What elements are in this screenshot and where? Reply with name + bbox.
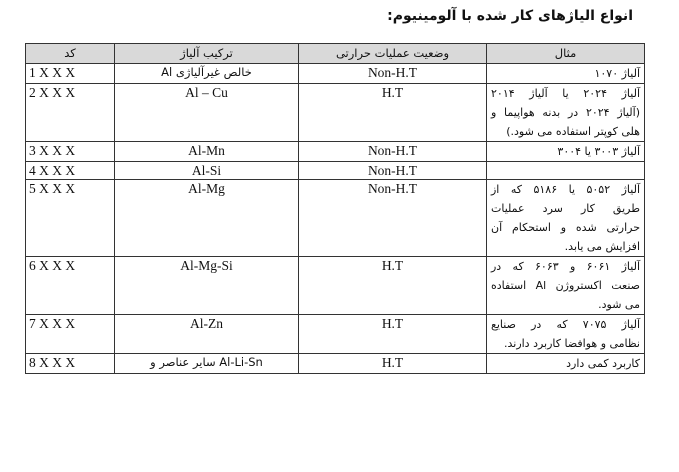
- cell-example: [487, 257, 645, 315]
- cell-composition: Al-Mn: [115, 142, 299, 162]
- table-row: [26, 354, 645, 374]
- cell-heat-treatment: Non-H.T: [299, 142, 487, 162]
- page-title: انواع الیاژهای کار شده با آلومینیوم:: [387, 8, 633, 24]
- example-line: آلیاژ ۲۰۲۴ یا آلیاژ ۲۰۱۴: [491, 87, 641, 100]
- cell-heat-treatment: H.T: [299, 354, 487, 374]
- cell-code: 2 X X X: [26, 84, 115, 142]
- cell-composition: Al – Cu: [115, 84, 299, 142]
- cell-example: [487, 162, 645, 180]
- alloy-table: [25, 43, 645, 374]
- table-row: [26, 257, 645, 315]
- example-line: آلیاژ ۵۰۵۲ یا ۵۱۸۶ که از: [491, 183, 640, 196]
- header-example: مثال: [487, 44, 645, 64]
- table-row: [26, 64, 645, 84]
- example-line: آلیاژ ۳۰۰۳ یا ۳۰۰۴: [557, 145, 640, 158]
- table-row: [26, 315, 645, 354]
- cell-heat-treatment: Non-H.T: [299, 64, 487, 84]
- header-composition: ترکیب آلیاژ: [115, 44, 299, 64]
- example-line: آلیاژ ۷۰۷۵ که در صنایع: [491, 318, 641, 331]
- cell-example: [487, 64, 645, 84]
- example-line: کاربرد کمی دارد: [566, 357, 640, 370]
- example-line: هلی کوپتر استفاده می شود.): [506, 125, 640, 138]
- cell-code: 7 X X X: [26, 315, 115, 354]
- cell-composition: Al-Mg-Si: [115, 257, 299, 315]
- example-line: صنعت اکستروژن Al استفاده: [491, 279, 640, 292]
- cell-example: [487, 315, 645, 354]
- cell-heat-treatment: H.T: [299, 84, 487, 142]
- cell-code: 5 X X X: [26, 180, 115, 257]
- example-line: می شود.: [598, 298, 640, 311]
- cell-composition: Al-Zn: [115, 315, 299, 354]
- table-row: [26, 162, 645, 180]
- example-line: افزایش می یابد.: [564, 240, 640, 253]
- cell-code: 1 X X X: [26, 64, 115, 84]
- cell-composition: سایر عناصر و Al-Li-Sn: [115, 354, 299, 374]
- table-row: [26, 142, 645, 162]
- cell-example: [487, 142, 645, 162]
- cell-composition: Al خالص غیرآلیاژی: [115, 64, 299, 84]
- table-body: [26, 64, 645, 374]
- example-line: نظامی و هوافضا کاربرد دارند.: [503, 337, 640, 350]
- table-row: [26, 180, 645, 257]
- cell-composition: Al-Si: [115, 162, 299, 180]
- cell-code: 3 X X X: [26, 142, 115, 162]
- cell-example: [487, 354, 645, 374]
- table-header-row: [26, 44, 645, 64]
- table-row: [26, 84, 645, 142]
- cell-heat-treatment: Non-H.T: [299, 180, 487, 257]
- example-line: طریق کار سرد عملیات: [491, 202, 640, 215]
- example-line: آلیاژ ۱۰۷۰: [594, 67, 640, 80]
- example-line: آلیاژ ۶۰۶۱ و ۶۰۶۳ که در: [491, 260, 641, 273]
- cell-heat-treatment: H.T: [299, 315, 487, 354]
- cell-heat-treatment: Non-H.T: [299, 162, 487, 180]
- cell-heat-treatment: H.T: [299, 257, 487, 315]
- cell-code: 8 X X X: [26, 354, 115, 374]
- header-code: کد: [26, 44, 115, 64]
- cell-example: [487, 180, 645, 257]
- example-line: حرارتی شده و استحکام آن: [491, 221, 640, 234]
- cell-example: [487, 84, 645, 142]
- header-heat-treatment: وضعیت عملیات حرارتی: [299, 44, 487, 64]
- cell-code: 6 X X X: [26, 257, 115, 315]
- cell-composition: Al-Mg: [115, 180, 299, 257]
- cell-code: 4 X X X: [26, 162, 115, 180]
- example-line: (آلیاژ ۲۰۲۴ در بدنه هواپیما و: [491, 106, 641, 119]
